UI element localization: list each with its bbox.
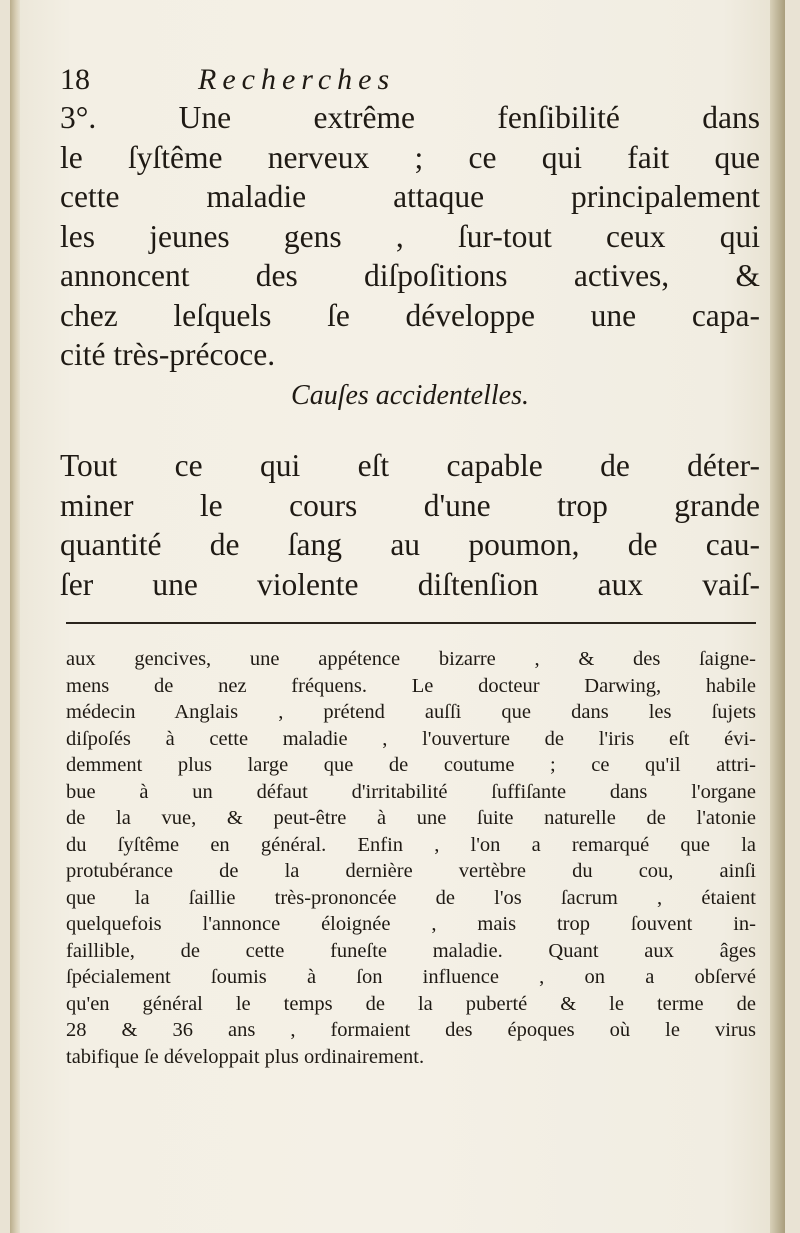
footnote-rule	[66, 622, 756, 624]
footnote	[66, 646, 756, 1070]
text-line: le ſyſtême nerveux ; ce qui fait que	[60, 139, 760, 175]
text-line: les jeunes gens , ſur-tout ceux qui	[60, 218, 760, 254]
page-number: 18	[60, 63, 90, 96]
footnote-line: que la ſaillie très-prononcée de l'os ſacrum , étaient	[66, 886, 756, 909]
page-binding-edge	[10, 0, 20, 1233]
section-subheading: Cauſes accidentelles.	[291, 380, 529, 411]
footnote-line: mens de nez fréquens. Le docteur Darwing, habile	[66, 674, 756, 697]
text-line: ſer une violente diſtenſion aux vaiſ-	[60, 566, 760, 602]
text-line: annoncent des diſpoſitions actives, &	[60, 258, 760, 293]
footnote-line: du ſyſtême en général. Enfin , l'on a remarqué que la	[66, 833, 756, 856]
footnote-line: qu'en général le temps de la puberté & le terme de	[66, 992, 756, 1015]
book-page	[10, 0, 785, 1233]
footnote-line: bue à un défaut d'irritabilité ſuffiſante dans l'organe	[66, 780, 756, 803]
footnote-line: aux gencives, une appétence bizarre , & des ſaigne-	[66, 648, 756, 670]
footnote-line: protubérance de la dernière vertèbre du cou, ainſi	[66, 860, 756, 882]
text-line: cité très-précoce.	[60, 337, 276, 372]
text-line: chez leſquels ſe développe une capa-	[60, 297, 760, 333]
footnote-line: tabifique ſe développait plus ordinairement.	[66, 1045, 425, 1068]
text-line: cette maladie attaque principalement	[60, 179, 760, 214]
text-line: miner le cours d'une trop grande	[60, 487, 760, 523]
footnote-line: de la vue, & peut-être à une ſuite naturelle de l'atonie	[66, 807, 756, 829]
paragraph-accidental-causes	[60, 446, 760, 604]
running-head	[60, 62, 760, 102]
footnote-line: faillible, de cette funeſte maladie. Quant aux âges	[66, 939, 756, 962]
footnote-line: quelquefois l'annonce éloignée , mais trop ſouvent in-	[66, 913, 756, 935]
footnote-line: demment plus large que de coutume ; ce qu'il attri-	[66, 754, 756, 776]
text-line: Tout ce qui eſt capable de déter-	[60, 448, 760, 483]
text-line: 3°. Une extrême fenſibilité dans	[60, 100, 760, 135]
footnote-line: 28 & 36 ans , formaient des époques où le virus	[66, 1019, 756, 1041]
running-title: Recherches	[198, 63, 396, 96]
paragraph-sensibility	[60, 98, 760, 375]
page-right-edge	[770, 0, 785, 1233]
footnote-line: médecin Anglais , prétend auſſi que dans les ſujets	[66, 701, 756, 723]
text-line: quantité de ſang au poumon, de cau-	[60, 527, 760, 562]
footnote-line: ſpécialement ſoumis à ſon influence , on a obſervé	[66, 966, 756, 988]
footnote-line: diſpoſés à cette maladie , l'ouverture de l'iris eſt évi-	[66, 727, 756, 750]
